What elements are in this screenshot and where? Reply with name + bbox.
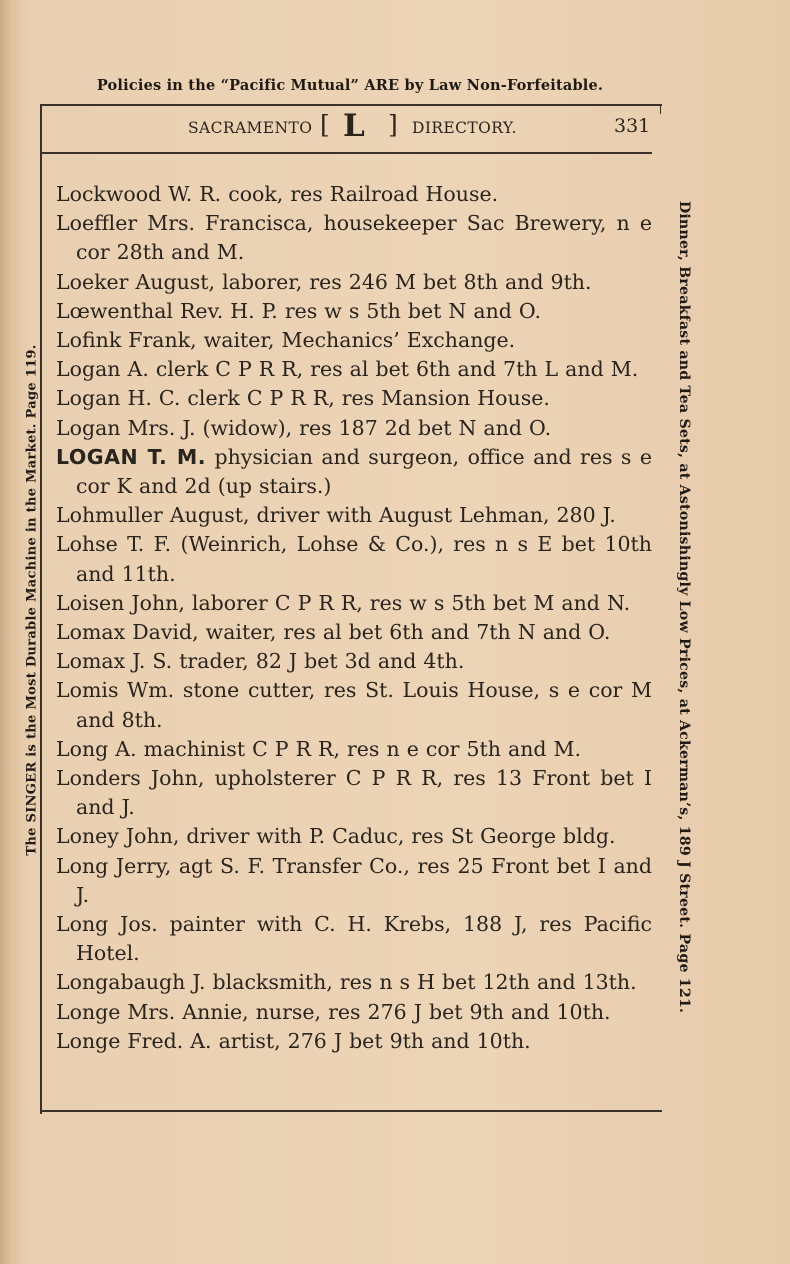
entry-text: Loeker August, laborer, res 246 M bet 8th and 9th. (56, 269, 592, 294)
directory-entries (56, 180, 652, 1056)
entry-text: Long Jos. painter with C. H. Krebs, 188 J, res Pacific Hotel. (56, 912, 652, 966)
header-bracket-close: ] (388, 110, 398, 139)
directory-entry (56, 530, 652, 588)
directory-entry (56, 852, 652, 910)
bottom-rule (40, 1110, 662, 1112)
directory-entry (56, 1027, 652, 1056)
entry-text: Lomax J. S. trader, 82 J bet 3d and 4th. (56, 649, 465, 674)
entry-text: Lomax David, waiter, res al bet 6th and 7th N and O. (56, 620, 611, 645)
directory-entry (56, 355, 652, 384)
directory-entry (56, 297, 652, 326)
entry-bold-name: LOGAN T. M. (56, 444, 207, 469)
entry-text: Logan A. clerk C P R R, res al bet 6th and 7th L and M. (56, 357, 639, 382)
entry-text: Loisen John, laborer C P R R, res w s 5th bet M and N. (56, 590, 631, 615)
left-rule (40, 104, 42, 1114)
directory-entry (56, 647, 652, 676)
entry-text: Lomis Wm. stone cutter, res St. Louis House, s e cor M and 8th. (56, 678, 652, 732)
directory-entry (56, 414, 652, 443)
header-bracket-open: [ (320, 110, 330, 139)
entry-text: Longe Fred. A. artist, 276 J bet 9th and 10th. (56, 1028, 531, 1053)
entry-text: Lofink Frank, waiter, Mechanics’ Exchange. (56, 328, 516, 353)
entry-text: Lockwood W. R. cook, res Railroad House. (56, 182, 499, 206)
page-number: 331 (614, 115, 651, 137)
entry-text: Lohse T. F. (Weinrich, Lohse & Co.), res n s E bet 10th and 11th. (56, 532, 652, 586)
entry-text: Longe Mrs. Annie, nurse, res 276 J bet 9th and 10th. (56, 999, 611, 1024)
directory-entry (56, 589, 652, 618)
directory-entry (56, 180, 652, 209)
entry-text: Long A. machinist C P R R, res n e cor 5th and M. (56, 736, 582, 761)
header-section-letter: L (343, 108, 365, 144)
entry-text: Loney John, driver with P. Caduc, res St George bldg. (56, 824, 616, 849)
directory-entry (56, 735, 652, 764)
directory-entry (56, 910, 652, 968)
directory-entry (56, 822, 652, 851)
directory-entry (56, 384, 652, 413)
entry-text: Londers John, upholsterer C P R R, res 13 Front bet I and J. (56, 766, 652, 820)
entry-text: Loeffler Mrs. Francisca, housekeeper Sac Brewery, n e cor 28th and M. (56, 211, 652, 265)
entry-text: Lœwenthal Rev. H. P. res w s 5th bet N and O. (56, 298, 542, 323)
header-directory: DIRECTORY. (412, 119, 517, 137)
directory-entry (56, 209, 652, 267)
entry-text: Long Jerry, agt S. F. Transfer Co., res 25 Front bet I and J. (56, 853, 652, 907)
directory-entry (56, 968, 652, 997)
entry-text: Lohmuller August, driver with August Lehman, 280 J. (56, 503, 616, 528)
directory-entry (56, 998, 652, 1027)
right-ad-text: Dinner, Breakfast and Tea Sets, at Astonishingly Low Prices, at Ackerman’s, 189 J Street. Page 121. (676, 200, 692, 1014)
directory-entry (56, 764, 652, 822)
directory-entry (56, 618, 652, 647)
entry-text: physician and surgeon, office and res s e cor K and 2d (up stairs.) (76, 444, 652, 499)
directory-entry (56, 326, 652, 355)
header-city: SACRAMENTO (188, 119, 313, 137)
top-advertisement: Policies in the “Pacific Mutual” ARE by Law Non-Forfeitable. (96, 77, 604, 94)
top-rule (40, 104, 662, 106)
directory-entry (56, 268, 652, 297)
entry-text: Logan Mrs. J. (widow), res 187 2d bet N and O. (56, 415, 552, 440)
header-rule (40, 152, 652, 154)
entry-text: Longabaugh J. blacksmith, res n s H bet 12th and 13th. (56, 970, 637, 995)
directory-entry (56, 443, 652, 501)
running-header (40, 108, 658, 152)
entry-text: Logan H. C. clerk C P R R, res Mansion House. (56, 386, 550, 411)
left-ad-text: The SINGER is the Most Durable Machine in the Market. Page 119. (24, 344, 40, 856)
directory-entry (56, 676, 652, 734)
right-rule (660, 104, 661, 114)
directory-entry (56, 501, 652, 530)
